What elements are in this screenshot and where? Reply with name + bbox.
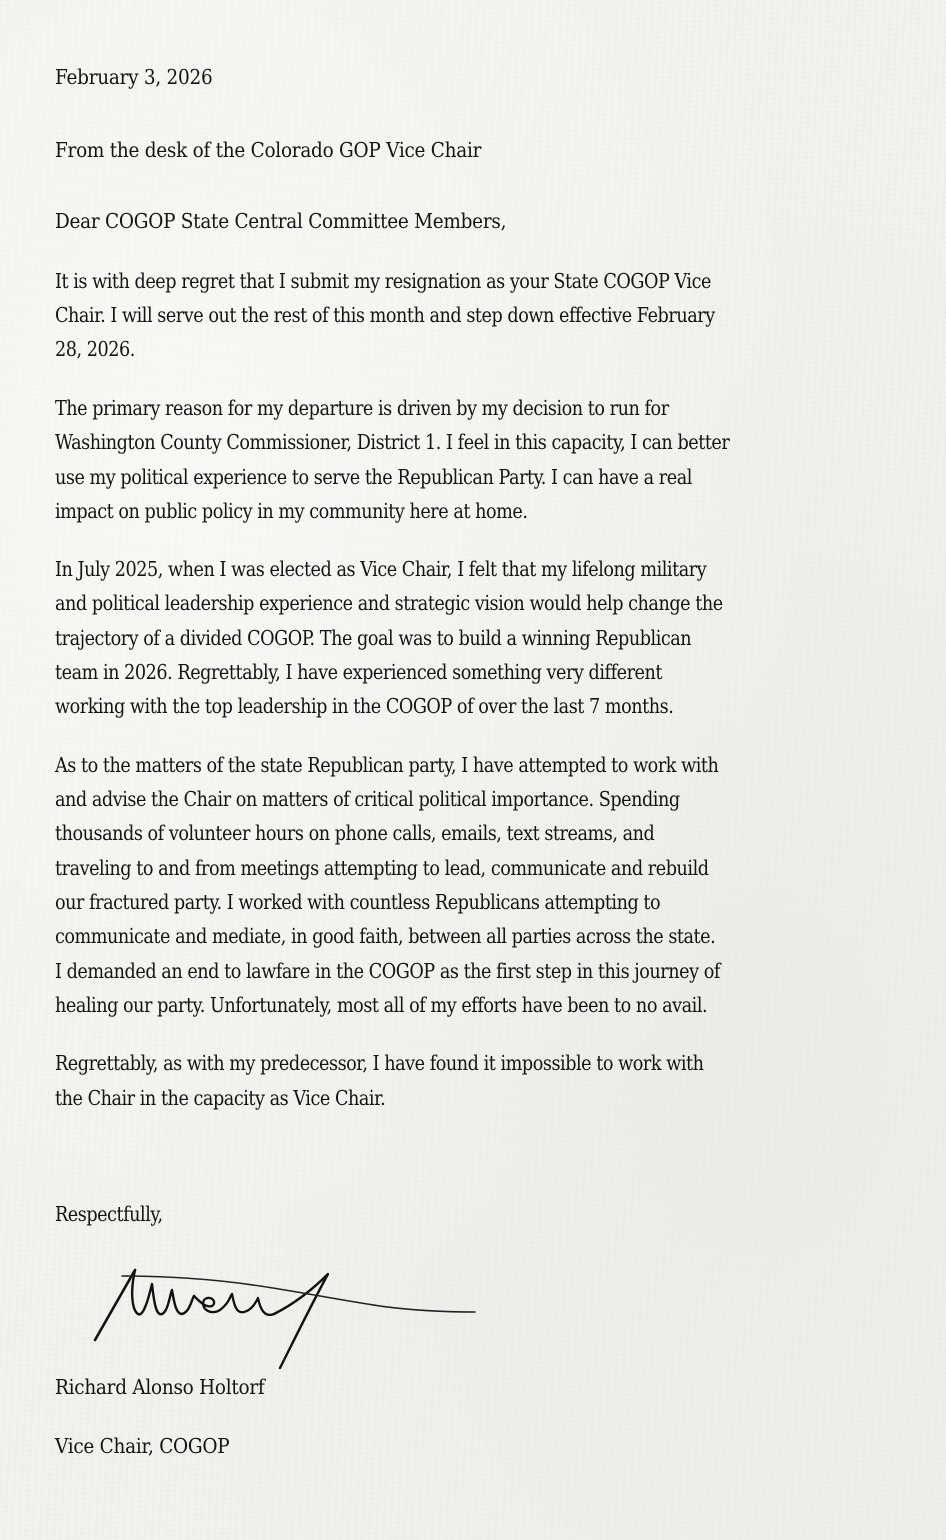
paragraph-line: the Chair in the capacity as Vice Chair.	[55, 1086, 386, 1110]
letter-date: February 3, 2026	[55, 65, 213, 89]
paragraph-line: our fractured party. I worked with countless Republicans attempting to	[55, 890, 661, 914]
paragraph-line: healing our party. Unfortunately, most all of my efforts have been to no avail.	[55, 993, 708, 1017]
paragraph-line: communicate and mediate, in good faith, between all parties across the state.	[55, 924, 716, 948]
signer-title: Vice Chair, COGOP	[55, 1434, 230, 1458]
paragraph-line: use my political experience to serve the Republican Party. I can have a real	[55, 465, 692, 489]
signer-name: Richard Alonso Holtorf	[55, 1375, 265, 1399]
paragraph-line: Washington County Commissioner, District 1. I feel in this capacity, I can better	[55, 430, 730, 454]
paragraph-line: Chair. I will serve out the rest of this month and step down effective February	[55, 303, 715, 327]
paragraph-line: and advise the Chair on matters of critical political importance. Spending	[55, 787, 680, 811]
paragraph-line: The primary reason for my departure is driven by my decision to run for	[55, 396, 669, 420]
paragraph-line: I demanded an end to lawfare in the COGOP as the first step in this journey of	[55, 959, 720, 983]
from-line: From the desk of the Colorado GOP Vice Chair	[55, 138, 482, 162]
paragraph-line: traveling to and from meetings attempting to lead, communicate and rebuild	[55, 856, 709, 880]
paragraph-line: and political leadership experience and strategic vision would help change the	[55, 591, 723, 615]
paragraph-line: trajectory of a divided COGOP. The goal was to build a winning Republican	[55, 626, 692, 650]
paragraph-line: impact on public policy in my community here at home.	[55, 499, 528, 523]
handwritten-signature	[80, 1252, 500, 1372]
paragraph-line: thousands of volunteer hours on phone calls, emails, text streams, and	[55, 821, 655, 845]
paragraph-line: working with the top leadership in the COGOP of over the last 7 months.	[55, 694, 674, 718]
paragraph-line: As to the matters of the state Republican party, I have attempted to work with	[55, 753, 719, 777]
paragraph-line: In July 2025, when I was elected as Vice Chair, I felt that my lifelong military	[55, 557, 707, 581]
paragraph-line: It is with deep regret that I submit my resignation as your State COGOP Vice	[55, 269, 711, 293]
paragraph-line: team in 2026. Regrettably, I have experienced something very different	[55, 660, 663, 684]
closing: Respectfully,	[55, 1202, 163, 1226]
salutation: Dear COGOP State Central Committee Members,	[55, 209, 507, 233]
paragraph-line: Regrettably, as with my predecessor, I have found it impossible to work with	[55, 1051, 704, 1075]
paragraph-line: 28, 2026.	[55, 337, 135, 361]
signature-drawing	[80, 1252, 500, 1372]
